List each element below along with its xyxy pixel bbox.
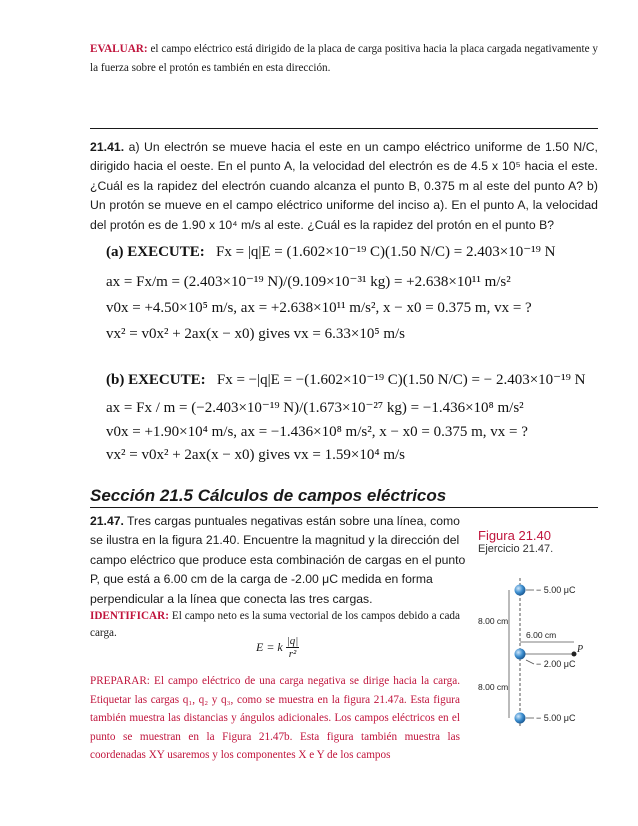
label-dist-upper: 8.00 cm <box>478 616 509 626</box>
label-charge-bottom: − 5.00 μC <box>536 713 576 723</box>
figure-caption <box>478 528 598 555</box>
solution-b-line1 <box>106 370 585 389</box>
preparar-text: PREPARAR: El campo eléctrico de una carga negativa se dirige hacia la carga. Etiquetar las cargas q₁, q₂ y q₃, como se muestra en la figura 21.47a. Esta figura también muestra las distancias y ángulos adicionales. Los campos eléctricos en el punto se muestran en la Figura 21.47b. Esta figura también muestra las coordenadas XY usaremos y los componentes X e Y de los campos <box>90 675 460 762</box>
solution-a-eq1: Fx = |q|E = (1.602×10⁻¹⁹ C)(1.50 N/C) = 2.403×10⁻¹⁹ N <box>216 244 556 260</box>
formula-lhs: E = k <box>256 640 283 654</box>
formula-denominator: r² <box>288 648 297 660</box>
problem-41 <box>90 138 598 235</box>
point-p <box>572 652 577 657</box>
solution-a-line1 <box>106 242 555 261</box>
problem-47-number: 21.47. <box>90 514 124 528</box>
preparar-paragraph <box>90 672 460 765</box>
section-title: Sección 21.5 Cálculos de campos eléctricos <box>90 486 447 505</box>
solution-a-line4: vx² = v0x² + 2ax(x − x0) gives vx = 6.33×10⁵ m/s <box>106 326 406 342</box>
section-divider <box>90 507 598 508</box>
divider <box>90 128 598 129</box>
solution-a-line3: v0x = +4.50×10⁵ m/s, ax = +2.638×10¹¹ m/s², x − x0 = 0.375 m, vx = ? <box>106 300 532 316</box>
solution-a-label: (a) EXECUTE: <box>106 244 205 260</box>
problem-41-text: a) Un electrón se mueve hacia el este en un campo eléctrico uniforme de 1.50 N/C, dirigido hacia el oeste. En el punto A, la velocidad del electrón es de 4.5 x 10⁵ hacia el este. ¿Cuál es la rapidez del electrón cuando alcanza el punto B, 0.375 m al este del punto A? b) Un protón se mueve en el campo eléctrico uniforme del inciso a). En el punto A, la velocidad del protón es de 1.90 x 10⁴ m/s al este. ¿Cuál es la rapidez del protón en el punto B? <box>90 140 598 232</box>
label-charge-mid: − 2.00 μC <box>536 659 576 669</box>
label-point-p: P <box>577 644 584 655</box>
problem-41-number: 21.41. <box>90 140 125 154</box>
formula <box>256 635 299 660</box>
identificar-label: IDENTIFICAR: <box>90 610 169 622</box>
solution-b-line3: v0x = +1.90×10⁴ m/s, ax = −1.436×10⁸ m/s², x − x0 = 0.375 m, vx = ? <box>106 424 528 440</box>
solution-b-line4: vx² = v0x² + 2ax(x − x0) gives vx = 1.59×10⁴ m/s <box>106 447 406 463</box>
figure-diagram <box>470 574 610 734</box>
charge-bottom <box>515 713 526 724</box>
charge-top <box>515 585 526 596</box>
formula-numerator: |q| <box>286 635 299 647</box>
solution-b-label: (b) EXECUTE: <box>106 372 206 388</box>
solution-b-eq1: Fx = −|q|E = −(1.602×10⁻¹⁹ C)(1.50 N/C) = − 2.403×10⁻¹⁹ N <box>216 372 586 388</box>
evaluar-text: el campo eléctrico está dirigido de la placa de carga positiva hacia la placa cargada negativamente y la fuerza sobre el protón es también en esta dirección. <box>90 43 598 74</box>
problem-47-text: Tres cargas puntuales negativas están sobre una línea, como se ilustra en la figura 21.40. Encuentre la magnitud y la dirección del campo eléctrico que produce esta combinación de cargas en el punto P, que está a 6.00 cm de la carga de -2.00 μC medida en forma perpendicular a la línea que conecta las tres cargas. <box>90 514 466 606</box>
solution-b-line2: ax = Fx / m = (−2.403×10⁻¹⁹ N)/(1.673×10⁻²⁷ kg) = −1.436×10⁸ m/s² <box>106 400 524 416</box>
figure-subtitle: Ejercicio 21.47. <box>478 543 554 555</box>
charge-middle <box>515 649 526 660</box>
figure-title: Figura 21.40 <box>478 528 551 543</box>
solution-a-line2: ax = Fx/m = (2.403×10⁻¹⁹ N)/(9.109×10⁻³¹ kg) = +2.638×10¹¹ m/s² <box>106 274 511 290</box>
identificar-text: El campo neto es la suma vectorial de los campos debido a cada carga. <box>90 610 460 639</box>
evaluar-label: EVALUAR: <box>90 43 148 55</box>
label-dist-horizontal: 6.00 cm <box>526 630 557 640</box>
label-charge-top: − 5.00 μC <box>536 585 576 595</box>
label-dist-lower: 8.00 cm <box>478 682 509 692</box>
evaluar-paragraph <box>90 40 598 78</box>
